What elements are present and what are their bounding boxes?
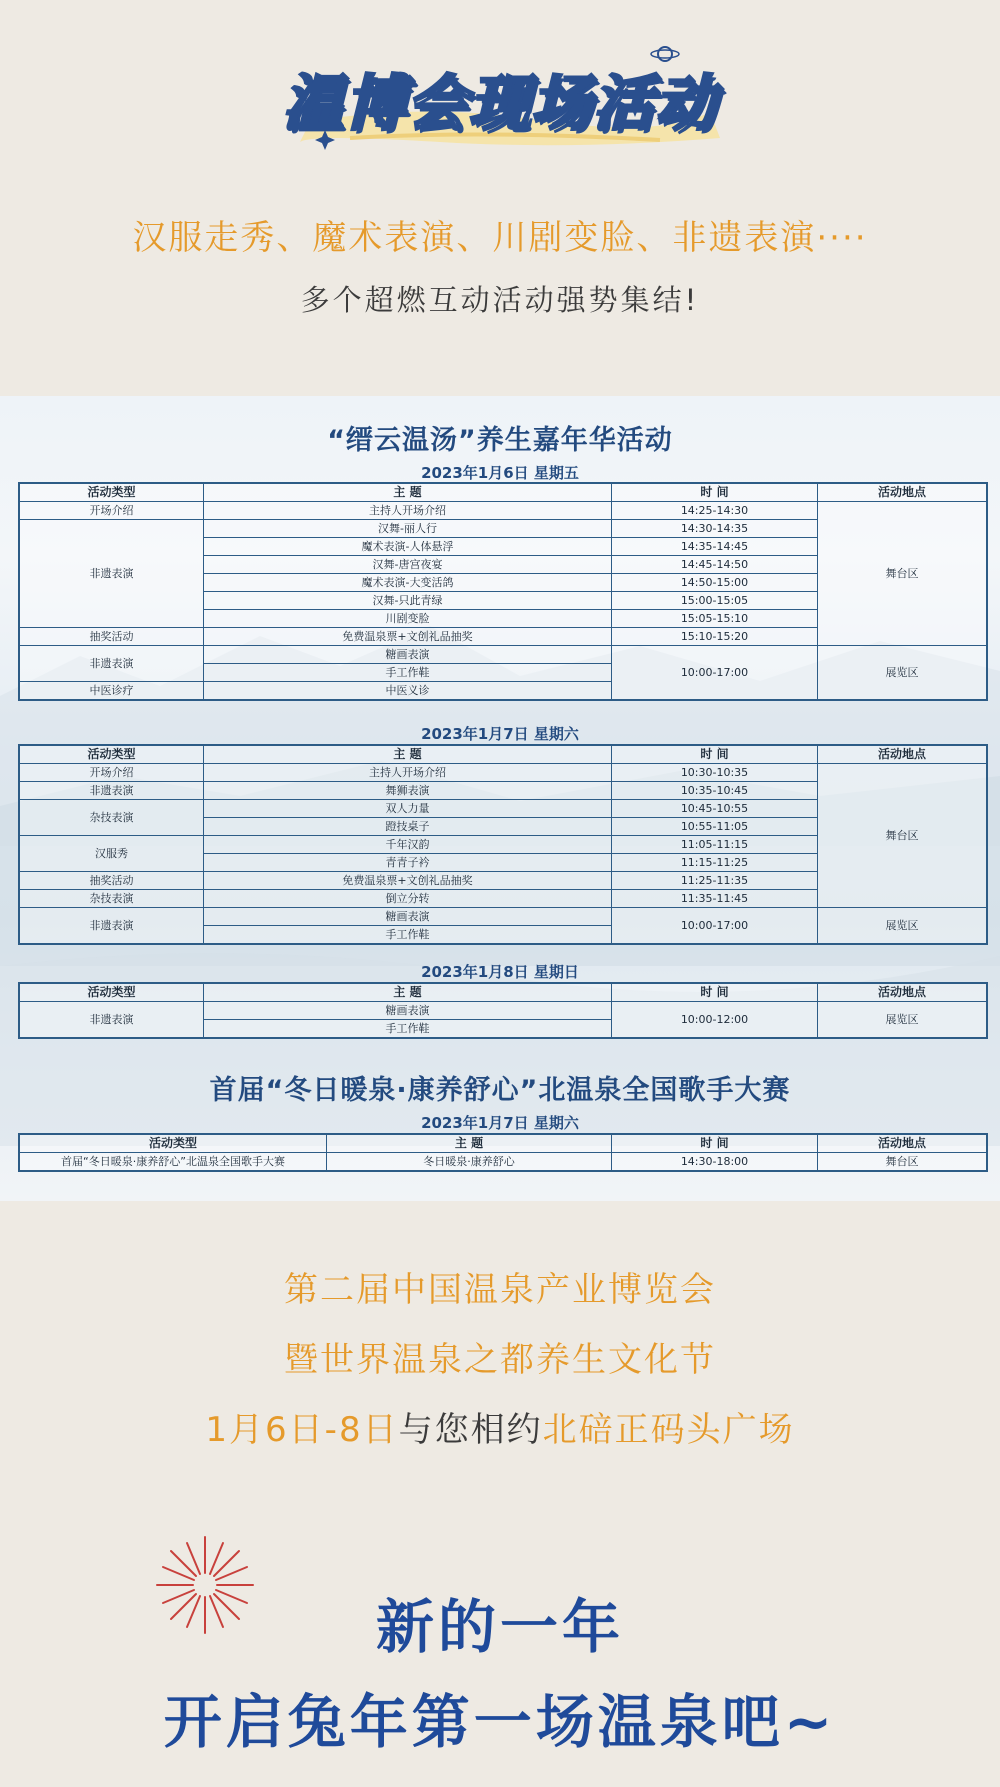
type-cell: 抽奖活动 <box>19 872 204 890</box>
topic-cell: 中医义诊 <box>204 682 612 701</box>
table-row <box>19 908 987 926</box>
topic-cell: 主持人开场介绍 <box>204 764 612 782</box>
time-cell: 10:00-12:00 <box>612 1002 818 1039</box>
festival-name: 暨世界温泉之都养生文化节 <box>284 1340 716 1380</box>
time-cell: 10:45-10:55 <box>612 800 818 818</box>
date-label-day2: 2023年1月7日 星期六 <box>421 725 579 743</box>
column-header: 时 间 <box>612 745 818 764</box>
topic-cell: 魔术表演-大变活鸽 <box>204 574 612 592</box>
time-cell: 15:00-15:05 <box>612 592 818 610</box>
topic-cell: 汉舞-丽人行 <box>204 520 612 538</box>
table-header-row <box>19 1134 987 1153</box>
section-title-carnival: “缙云温汤”养生嘉年华活动 <box>327 425 673 456</box>
topic-cell: 手工作鞋 <box>204 664 612 682</box>
time-cell: 15:05-15:10 <box>612 610 818 628</box>
topic-cell: 舞狮表演 <box>204 782 612 800</box>
column-header: 活动地点 <box>818 745 988 764</box>
table-row <box>19 764 987 782</box>
type-cell: 首届“冬日暖泉·康养舒心”北温泉全国歌手大赛 <box>19 1153 327 1172</box>
time-cell: 11:25-11:35 <box>612 872 818 890</box>
column-header: 活动地点 <box>818 983 988 1002</box>
schedule-table-contest <box>18 1133 988 1172</box>
event-venue: 北碚正码头广场 <box>542 1410 795 1450</box>
activities-subtitle: 汉服走秀、魔术表演、川剧变脸、非遗表演···· <box>132 218 868 258</box>
column-header: 时 间 <box>612 1134 818 1153</box>
column-header: 活动类型 <box>19 483 204 502</box>
time-cell: 10:00-17:00 <box>612 908 818 945</box>
time-cell: 10:00-17:00 <box>612 646 818 701</box>
type-cell: 非遗表演 <box>19 520 204 628</box>
table-row <box>19 646 987 664</box>
table-header-row <box>19 483 987 502</box>
venue-cell: 展览区 <box>818 646 988 701</box>
topic-cell: 冬日暖泉·康养舒心 <box>327 1153 612 1172</box>
topic-cell: 魔术表演-人体悬浮 <box>204 538 612 556</box>
page-title: 温博会现场活动 <box>283 69 717 139</box>
venue-cell: 舞台区 <box>818 502 988 646</box>
schedule-table-day3 <box>18 982 988 1039</box>
date-label-day3: 2023年1月8日 星期日 <box>421 963 579 981</box>
time-cell: 14:50-15:00 <box>612 574 818 592</box>
type-cell: 杂技表演 <box>19 800 204 836</box>
column-header: 活动地点 <box>818 1134 988 1153</box>
column-header: 活动地点 <box>818 483 988 502</box>
type-cell: 非遗表演 <box>19 908 204 945</box>
column-header: 主 题 <box>204 745 612 764</box>
schedule-table-day2 <box>18 744 988 945</box>
venue-cell: 展览区 <box>818 908 988 945</box>
column-header: 主 题 <box>204 483 612 502</box>
column-header: 时 间 <box>612 983 818 1002</box>
event-invite-text: 与您相约 <box>398 1410 543 1450</box>
topic-cell: 倒立分转 <box>204 890 612 908</box>
time-cell: 14:45-14:50 <box>612 556 818 574</box>
topic-cell: 千年汉韵 <box>204 836 612 854</box>
time-cell: 10:55-11:05 <box>612 818 818 836</box>
section-title-singing-contest: 首届“冬日暖泉·康养舒心”北温泉全国歌手大赛 <box>209 1075 791 1106</box>
time-cell: 11:15-11:25 <box>612 854 818 872</box>
topic-cell: 汉舞-只此青绿 <box>204 592 612 610</box>
topic-cell: 手工作鞋 <box>204 926 612 945</box>
column-header: 主 题 <box>327 1134 612 1153</box>
type-cell: 非遗表演 <box>19 782 204 800</box>
time-cell: 15:10-15:20 <box>612 628 818 646</box>
type-cell: 非遗表演 <box>19 1002 204 1039</box>
time-cell: 14:25-14:30 <box>612 502 818 520</box>
time-cell: 10:30-10:35 <box>612 764 818 782</box>
time-cell: 11:35-11:45 <box>612 890 818 908</box>
type-cell: 开场介绍 <box>19 502 204 520</box>
column-header: 活动类型 <box>19 983 204 1002</box>
title-banner <box>240 42 760 152</box>
topic-cell: 糖画表演 <box>204 1002 612 1020</box>
type-cell: 杂技表演 <box>19 890 204 908</box>
topic-cell: 双人力量 <box>204 800 612 818</box>
table-header-row <box>19 983 987 1002</box>
type-cell: 抽奖活动 <box>19 628 204 646</box>
table-header-row <box>19 745 987 764</box>
topic-cell: 川剧变脸 <box>204 610 612 628</box>
type-cell: 中医诊疗 <box>19 682 204 701</box>
topic-cell: 手工作鞋 <box>204 1020 612 1039</box>
venue-cell: 舞台区 <box>818 764 988 908</box>
type-cell: 非遗表演 <box>19 646 204 682</box>
event-date-venue <box>0 1402 1000 1451</box>
new-year-heading: 新的一年 <box>375 1593 624 1661</box>
topic-cell: 免费温泉票+文创礼品抽奖 <box>204 628 612 646</box>
table-row <box>19 1002 987 1020</box>
type-cell: 开场介绍 <box>19 764 204 782</box>
topic-cell: 蹬技桌子 <box>204 818 612 836</box>
event-dates: 1月6日-8日 <box>205 1410 399 1450</box>
venue-cell: 展览区 <box>818 1002 988 1039</box>
column-header: 主 题 <box>204 983 612 1002</box>
time-cell: 14:35-14:45 <box>612 538 818 556</box>
time-cell: 10:35-10:45 <box>612 782 818 800</box>
time-cell: 14:30-18:00 <box>612 1153 818 1172</box>
activities-tagline: 多个超燃互动活动强势集结! <box>300 283 700 317</box>
topic-cell: 糖画表演 <box>204 646 612 664</box>
column-header: 活动类型 <box>19 1134 327 1153</box>
hot-spring-slogan: 开启兔年第一场温泉吧~ <box>163 1688 837 1756</box>
topic-cell: 主持人开场介绍 <box>204 502 612 520</box>
date-label-contest: 2023年1月7日 星期六 <box>421 1114 579 1132</box>
date-label-day1: 2023年1月6日 星期五 <box>421 464 579 482</box>
topic-cell: 汉舞-唐宫夜宴 <box>204 556 612 574</box>
schedule-table-day1 <box>18 482 988 701</box>
venue-cell: 舞台区 <box>818 1153 988 1172</box>
topic-cell: 免费温泉票+文创礼品抽奖 <box>204 872 612 890</box>
table-row <box>19 502 987 520</box>
type-cell: 汉服秀 <box>19 836 204 872</box>
topic-cell: 糖画表演 <box>204 908 612 926</box>
topic-cell: 青青子衿 <box>204 854 612 872</box>
time-cell: 11:05-11:15 <box>612 836 818 854</box>
column-header: 活动类型 <box>19 745 204 764</box>
column-header: 时 间 <box>612 483 818 502</box>
time-cell: 14:30-14:35 <box>612 520 818 538</box>
schedule-panel <box>0 396 1000 1201</box>
expo-name: 第二届中国温泉产业博览会 <box>284 1270 716 1310</box>
table-row <box>19 1153 987 1172</box>
